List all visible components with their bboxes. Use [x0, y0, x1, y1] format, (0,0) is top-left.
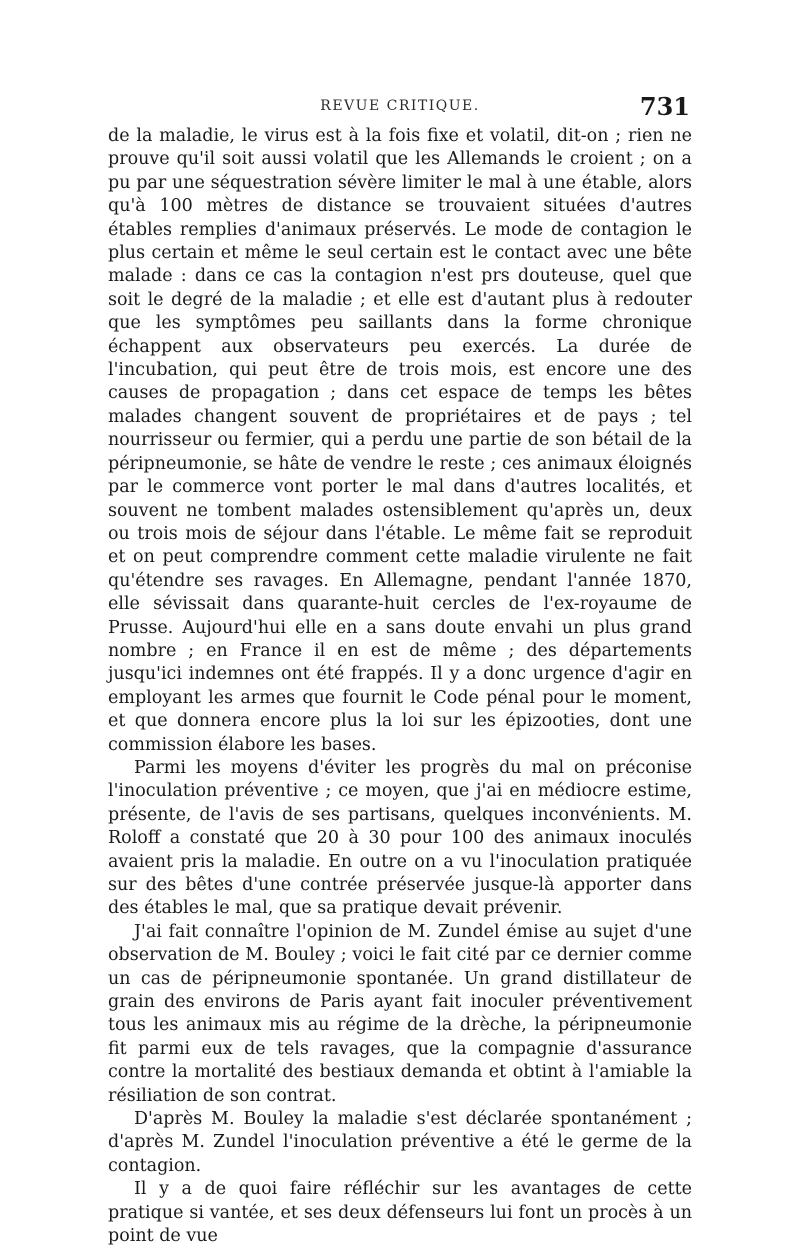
paragraph-zundel-opinion: J'ai fait connaître l'opinion de M. Zundel émise au sujet d'une observation de M. Bouley ; voici le fait cité par ce dernier comme un cas de péripneumonie spontanée. Un grand distillateur de grain des environs de Paris ayant fait inoculer préventivement tous les animaux mis au régime de la drèche, la péripneumonie fit parmi eux de tels ravages, que la compagnie d'assurance contre la mortalité des bestiaux demanda et obtint à l'amiable la résiliation de son contrat. [108, 921, 692, 1106]
running-head [108, 92, 692, 122]
running-title: REVUE CRITIQUE. [320, 98, 480, 114]
paragraph-inoculation: Parmi les moyens d'éviter les progrès du mal on préconise l'inoculation préventive ; ce moyen, que j'ai en médiocre estime, présente, de l'avis de ses partisans, quelques inconvénients. M. Roloff a constaté que 20 à 30 pour 100 des animaux inoculés avaient pris la maladie. En outre on a vu l'inoculation pratiquée sur des bêtes d'une contrée préservée jusque-là apporter dans des étables le mal, que sa pratique devait prévenir. [108, 757, 692, 919]
page-number: 731 [639, 92, 690, 121]
paragraph-continuation: de la maladie, le virus est à la fois fixe et volatil, dit-on ; rien ne prouve qu'il soit aussi volatil que les Allemands le croient ; on a pu par une séquestration sévère limiter le mal à une étable, alors qu'à 100 mètres de distance se trouvaient situées d'autres étables remplies d'animaux préservés. Le mode de contagion le plus certain et même le seul certain est le contact avec une bête malade : dans ce cas la contagion n'est prs douteuse, quel que soit le degré de la maladie ; et elle est d'autant plus à redouter que les symptômes peu saillants dans la forme chronique échappent aux observateurs peu exercés. La durée de l'incubation, qui peut être de trois mois, est encore une des causes de propagation ; dans cet espace de temps les bêtes malades changent souvent de propriétaires et de pays ; tel nourrisseur ou fermier, qui a perdu une partie de son bétail de la péripneumonie, se hâte de vendre le reste ; ces animaux éloignés par le commerce vont porter le mal dans d'autres localités, et souvent ne tombent malades ostensiblement qu'après un, deux ou trois mois de séjour dans l'étable. Le même fait se reproduit et on peut comprendre comment cette maladie virulente ne fait qu'étendre ses ravages. En Allemagne, pendant l'année 1870, elle sévissait dans quarante-huit cercles de l'ex-royaume de Prusse. Aujourd'hui elle en a sans doute envahi un plus grand nombre ; en France il en est de même ; des départements jusqu'ici indemnes ont été frappés. Il y a donc urgence d'agir en employant les armes que fournit le Code pénal pour le moment, et que donnera encore plus la loi sur les épizooties, dont une commission élabore les bases. [108, 126, 692, 755]
body-text [108, 125, 692, 1249]
paragraph-bouley-zundel: D'après M. Bouley la maladie s'est déclarée spontanément ; d'après M. Zundel l'inoculation préventive a été le germe de la contagion. [108, 1109, 692, 1176]
paragraph-reflection: Il y a de quoi faire réfléchir sur les avantages de cette pratique si vantée, et ses deux défenseurs lui font un procès à un point de vue [108, 1179, 692, 1247]
